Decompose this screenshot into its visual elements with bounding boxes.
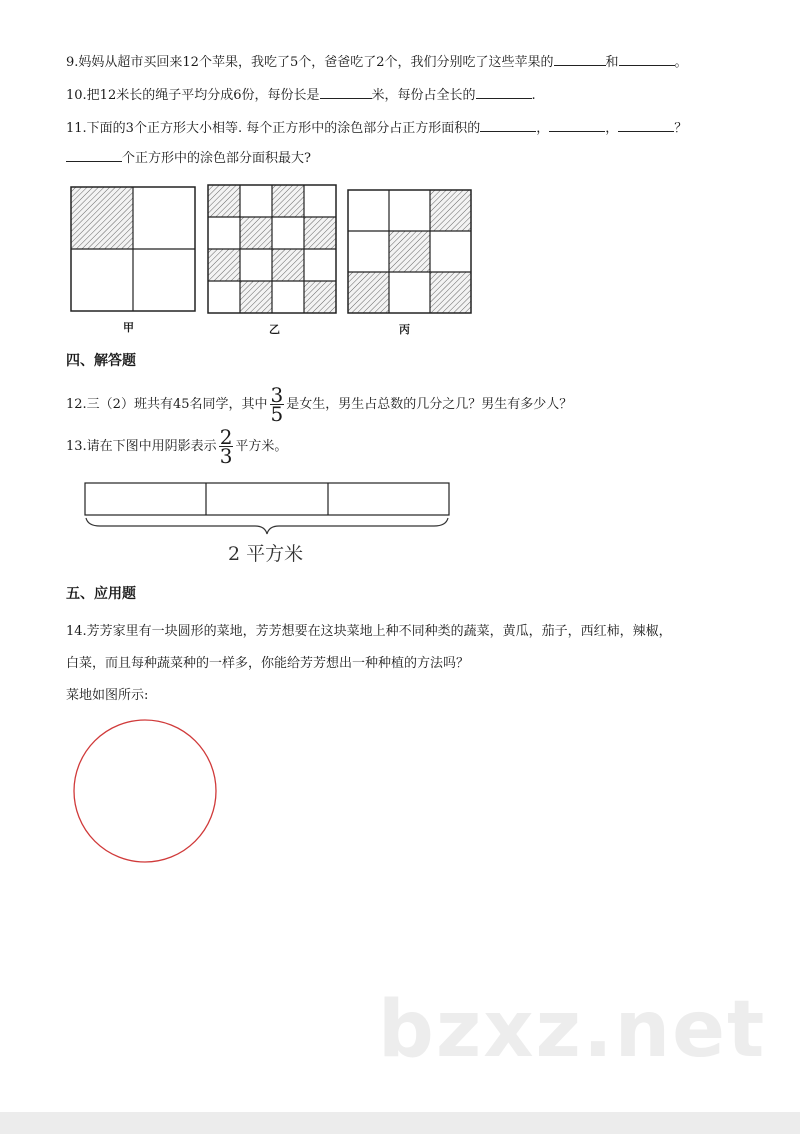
answer-blank[interactable] [554,52,606,66]
question-12 [66,383,573,426]
question-mark: ？ [674,121,688,136]
label-yi: 乙 [269,323,280,336]
section-heading-5: 五、应用题 [66,586,136,602]
answer-blank[interactable] [480,118,536,132]
question-9-and: 和 [605,55,619,70]
section-heading-4: 四、解答题 [66,353,136,369]
brace-label: 2 平方米 [228,543,304,565]
question-13 [66,425,288,468]
question-11-line2 [66,148,311,168]
fraction-2-3 [219,425,234,468]
answer-blank[interactable] [66,148,122,162]
question-10-text-2: 米，每份占全长的 [371,88,476,103]
question-11-text: 11.下面的3个正方形大小相等. 每个正方形中的涂色部分占正方形面积的 [66,121,481,136]
question-12-text-2: 是女生，男生占总数的几分之几？男生有多少人？ [286,397,573,412]
separator: ， [605,121,619,136]
question-11 [66,118,687,138]
square-yi [208,185,336,313]
squares-figure [60,180,480,340]
question-14-line1: 14.芳芳家里有一块圆形的菜地，芳芳想要在这块菜地上种不同种类的蔬菜，黄瓜，茄子，西红柿，辣椒， [66,624,672,639]
question-9 [66,52,688,72]
square-bing [348,190,471,313]
question-9-text: 9.妈妈从超市买回来12个苹果，我吃了5个，爸爸吃了2个，我们分别吃了这些苹果的 [66,55,554,70]
fraction-numerator: 3 [270,383,284,407]
question-10-text: 10.把12米长的绳子平均分成6份，每份长是 [66,88,320,103]
fraction-3-5 [270,383,285,426]
answer-blank[interactable] [619,52,675,66]
question-11-text-2: 个正方形中的涂色部分面积最大? [122,151,311,166]
question-10 [66,85,536,105]
answer-blank[interactable] [618,118,674,132]
separator: ， [536,121,550,136]
question-13-text: 13.请在下图中用阴影表示 [66,439,217,454]
question-13-text-2: 平方米。 [235,439,288,454]
fraction-denominator: 3 [219,444,233,468]
watermark: bzxz.net [378,985,767,1075]
bottom-bar [0,1112,800,1134]
label-bing: 丙 [399,323,410,336]
question-10-end: . [531,88,536,103]
question-14-line2: 白菜，而且每种蔬菜种的一样多，你能给芳芳想出一种种植的方法吗？ [66,656,470,671]
vegetable-plot-circle[interactable] [72,718,218,864]
fraction-numerator: 2 [219,425,233,449]
question-12-text: 12.三（2）班共有45名同学，其中 [66,397,268,412]
question-14-line3: 菜地如图所示: [66,688,149,703]
answer-blank[interactable] [549,118,605,132]
answer-blank[interactable] [320,85,372,99]
rectangle-part[interactable] [85,483,449,515]
answer-blank[interactable] [476,85,532,99]
square-jia [71,187,195,311]
question-9-end: 。 [674,55,688,70]
brace [86,518,448,534]
fraction-denominator: 5 [270,402,284,426]
label-jia: 甲 [123,321,134,334]
